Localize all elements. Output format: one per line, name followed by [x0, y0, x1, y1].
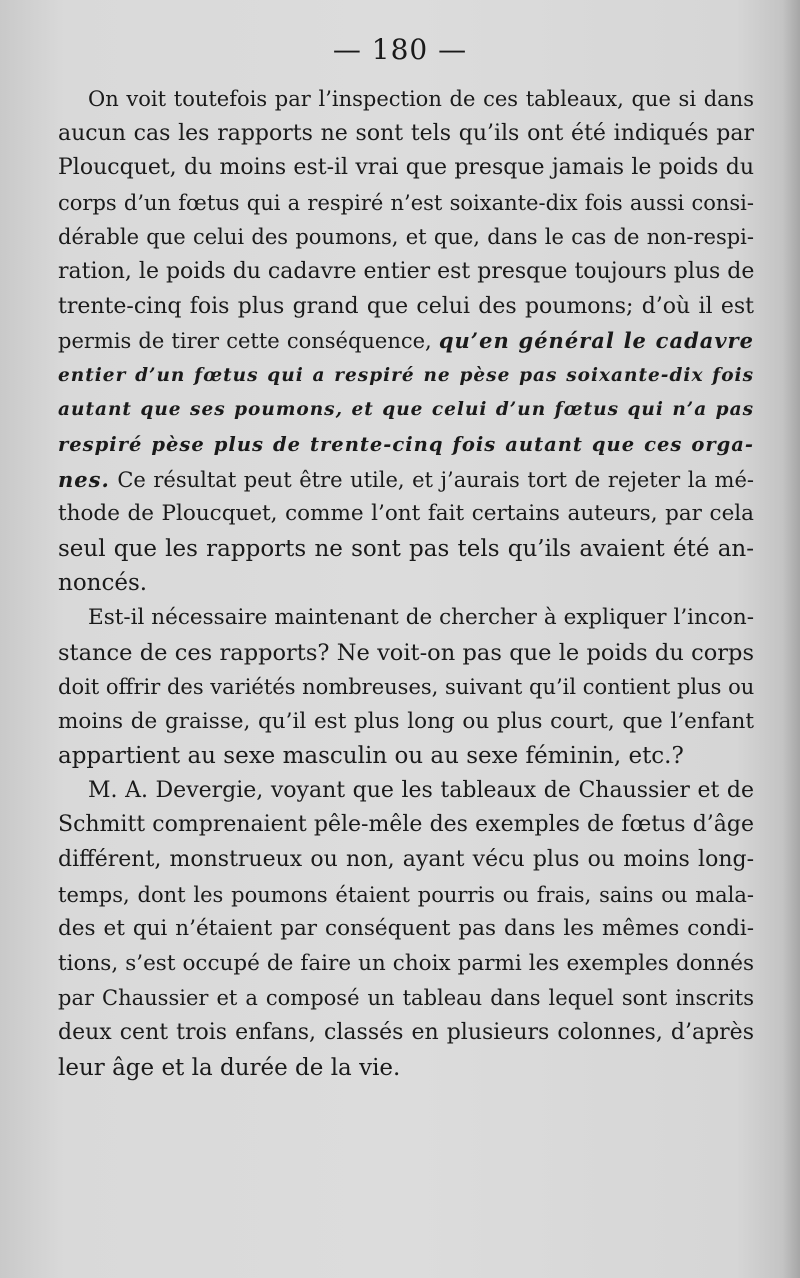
text-line: stance de ces rapports? Ne voit-on pas que le poids du corps [58, 639, 754, 666]
italic-line: respiré pèse plus de trente-cinq fois autant que ces orga- [58, 432, 754, 456]
text-line: appartient au sexe masculin ou au sexe féminin, etc.? [58, 743, 684, 770]
text-line: thode de Ploucquet, comme l’ont fait certains auteurs, par cela [58, 501, 754, 527]
text-line: seul que les rapports ne sont pas tels qu’ils avaient été an- [58, 535, 754, 562]
text-line: On voit toutefois par l’inspection de ces tableaux, que si dans [88, 87, 754, 111]
text-segment: permis de tirer cette conséquence, [58, 329, 432, 354]
page-number: — 180 — [332, 33, 468, 66]
text-line: M. A. Devergie, voyant que les tableaux de Chaussier et de [88, 777, 754, 803]
text-line: leur âge et la durée de la vie. [58, 1054, 401, 1081]
text-line: des et qui n’étaient par conséquent pas dans les mêmes condi- [58, 916, 754, 942]
italic-line: entier d’un fœtus qui a respiré ne pèse pas soixante-dix fois [58, 364, 754, 386]
text-segment: Ce résultat peut être utile, et j’aurais tort de rejeter la mé- [117, 467, 754, 492]
text-line-mixed [58, 463, 754, 498]
page-edge-shadow [782, 0, 800, 1278]
body-text [58, 82, 754, 1085]
italic-segment: nes. [58, 466, 110, 492]
text-line: Ploucquet, du moins est-il vrai que presque jamais le poids du [58, 155, 754, 181]
text-line: doit offrir des variétés nombreuses, suivant qu’il contient plus ou [58, 675, 755, 700]
text-line: temps, dont les poumons étaient pourris ou frais, sains ou mala- [58, 882, 754, 907]
text-line: Est-il nécessaire maintenant de chercher à expliquer l’incon- [88, 604, 754, 630]
text-line: dérable que celui des poumons, et que, dans le cas de non-respi- [58, 225, 754, 250]
text-line-mixed [58, 324, 754, 359]
text-line: ration, le poids du cadavre entier est presque toujours plus de [58, 258, 755, 284]
italic-line: autant que ses poumons, et que celui d’un fœtus qui n’a pas [58, 399, 754, 421]
italic-segment: qu’en général le cadavre [438, 328, 754, 354]
text-line: tions, s’est occupé de faire un choix parmi les exemples donnés [58, 950, 754, 976]
text-line: trente-cinq fois plus grand que celui des poumons; d’où il est [58, 293, 754, 319]
text-line: aucun cas les rapports ne sont tels qu’ils ont été indiqués par [58, 120, 754, 146]
text-line: différent, monstrueux ou non, ayant vécu plus ou moins long- [58, 847, 754, 873]
text-line: noncés. [58, 570, 148, 597]
text-line: deux cent trois enfans, classés en plusieurs colonnes, d’après [58, 1020, 754, 1046]
text-line: corps d’un fœtus qui a respiré n’est soixante-dix fois aussi consi- [58, 190, 754, 215]
text-line: Schmitt comprenaient pêle-mêle des exemples de fœtus d’âge [58, 812, 754, 838]
text-line: par Chaussier et a composé un tableau dans lequel sont inscrits [58, 986, 754, 1011]
text-line: moins de graisse, qu’il est plus long ou plus court, que l’enfant [58, 708, 754, 734]
